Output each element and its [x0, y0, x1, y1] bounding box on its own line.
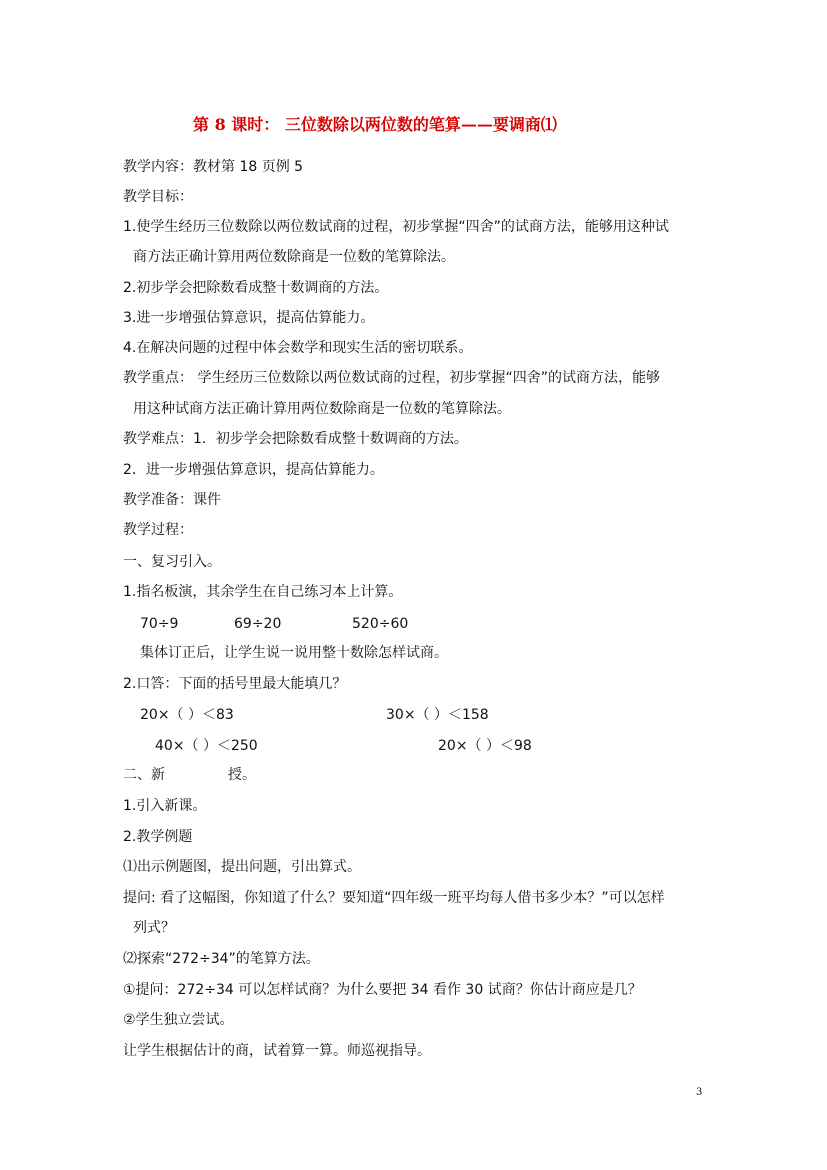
example-heading: 2.教学例题 [123, 829, 193, 845]
section-2-heading-part-1: 二、新 [123, 767, 165, 783]
key-point: 教学重点： 学生经历三位数除以两位数试商的过程，初步掌握“四舍”的试商方法，能够 [123, 370, 660, 386]
preparation: 教学准备：课件 [123, 492, 221, 508]
goals-heading: 教学目标： [123, 189, 193, 205]
goal-3: 3.进一步增强估算意识，提高估算能力。 [123, 310, 375, 326]
oral-answer: 2.口答：下面的括号里最大能填几？ [123, 676, 347, 692]
lesson-title: 第 8 课时： 三位数除以两位数的笔算——要调商⑴ [193, 115, 557, 134]
blank-4: 20×（ ）＜98 [438, 738, 532, 754]
difficulty-2: 2．进一步增强估算意识，提高估算能力。 [123, 462, 384, 478]
new-lesson-intro: 1.引入新课。 [123, 798, 207, 814]
blank-3: 40×（ ）＜250 [155, 738, 258, 754]
blank-2: 30×（ ）＜158 [386, 707, 489, 723]
page-number: 3 [696, 1087, 703, 1098]
calc-3: 520÷60 [352, 616, 409, 632]
goal-1: 1.使学生经历三位数除以两位数试商的过程，初步掌握“四舍”的试商方法，能够用这种试 [123, 219, 669, 235]
question-1-continued: 列式？ [133, 920, 175, 936]
guidance: 让学生根据估计的商，试着算一算。师巡视指导。 [123, 1043, 431, 1059]
example-step-2: ⑵探索“272÷34”的笔算方法。 [123, 951, 320, 967]
board-practice: 1.指名板演，其余学生在自己练习本上计算。 [123, 584, 403, 600]
key-point-continued: 用这种试商方法正确计算用两位数除商是一位数的笔算除法。 [133, 401, 511, 417]
independent-attempt: ②学生独立尝试。 [123, 1012, 234, 1028]
section-2-heading-part-2: 授。 [228, 767, 256, 783]
difficulty-1: 教学难点：1．初步学会把除数看成整十数调商的方法。 [123, 431, 468, 447]
collective-correction: 集体订正后，让学生说一说用整十数除怎样试商。 [140, 645, 448, 661]
example-step-1: ⑴出示例题图，提出问题，引出算式。 [123, 859, 361, 875]
goal-1-continued: 商方法正确计算用两位数除商是一位数的笔算除法。 [133, 249, 455, 265]
calc-2: 69÷20 [234, 616, 282, 632]
question-2: ①提问：272÷34 可以怎样试商？为什么要把 34 看作 30 试商？你估计商应是几？ [123, 982, 642, 998]
calc-1: 70÷9 [140, 616, 179, 632]
section-1-heading: 一、复习引入。 [123, 554, 221, 570]
process-heading: 教学过程： [123, 522, 193, 538]
goal-2: 2.初步学会把除数看成整十数调商的方法。 [123, 280, 389, 296]
question-1: 提问: 看了这幅图，你知道了什么？要知道“四年级一班平均每人借书多少本？”可以怎样 [123, 890, 665, 906]
blank-1: 20×（ ）＜83 [140, 707, 234, 723]
goal-4: 4.在解决问题的过程中体会数学和现实生活的密切联系。 [123, 340, 473, 356]
teaching-content: 教学内容：教材第 18 页例 5 [123, 159, 304, 175]
